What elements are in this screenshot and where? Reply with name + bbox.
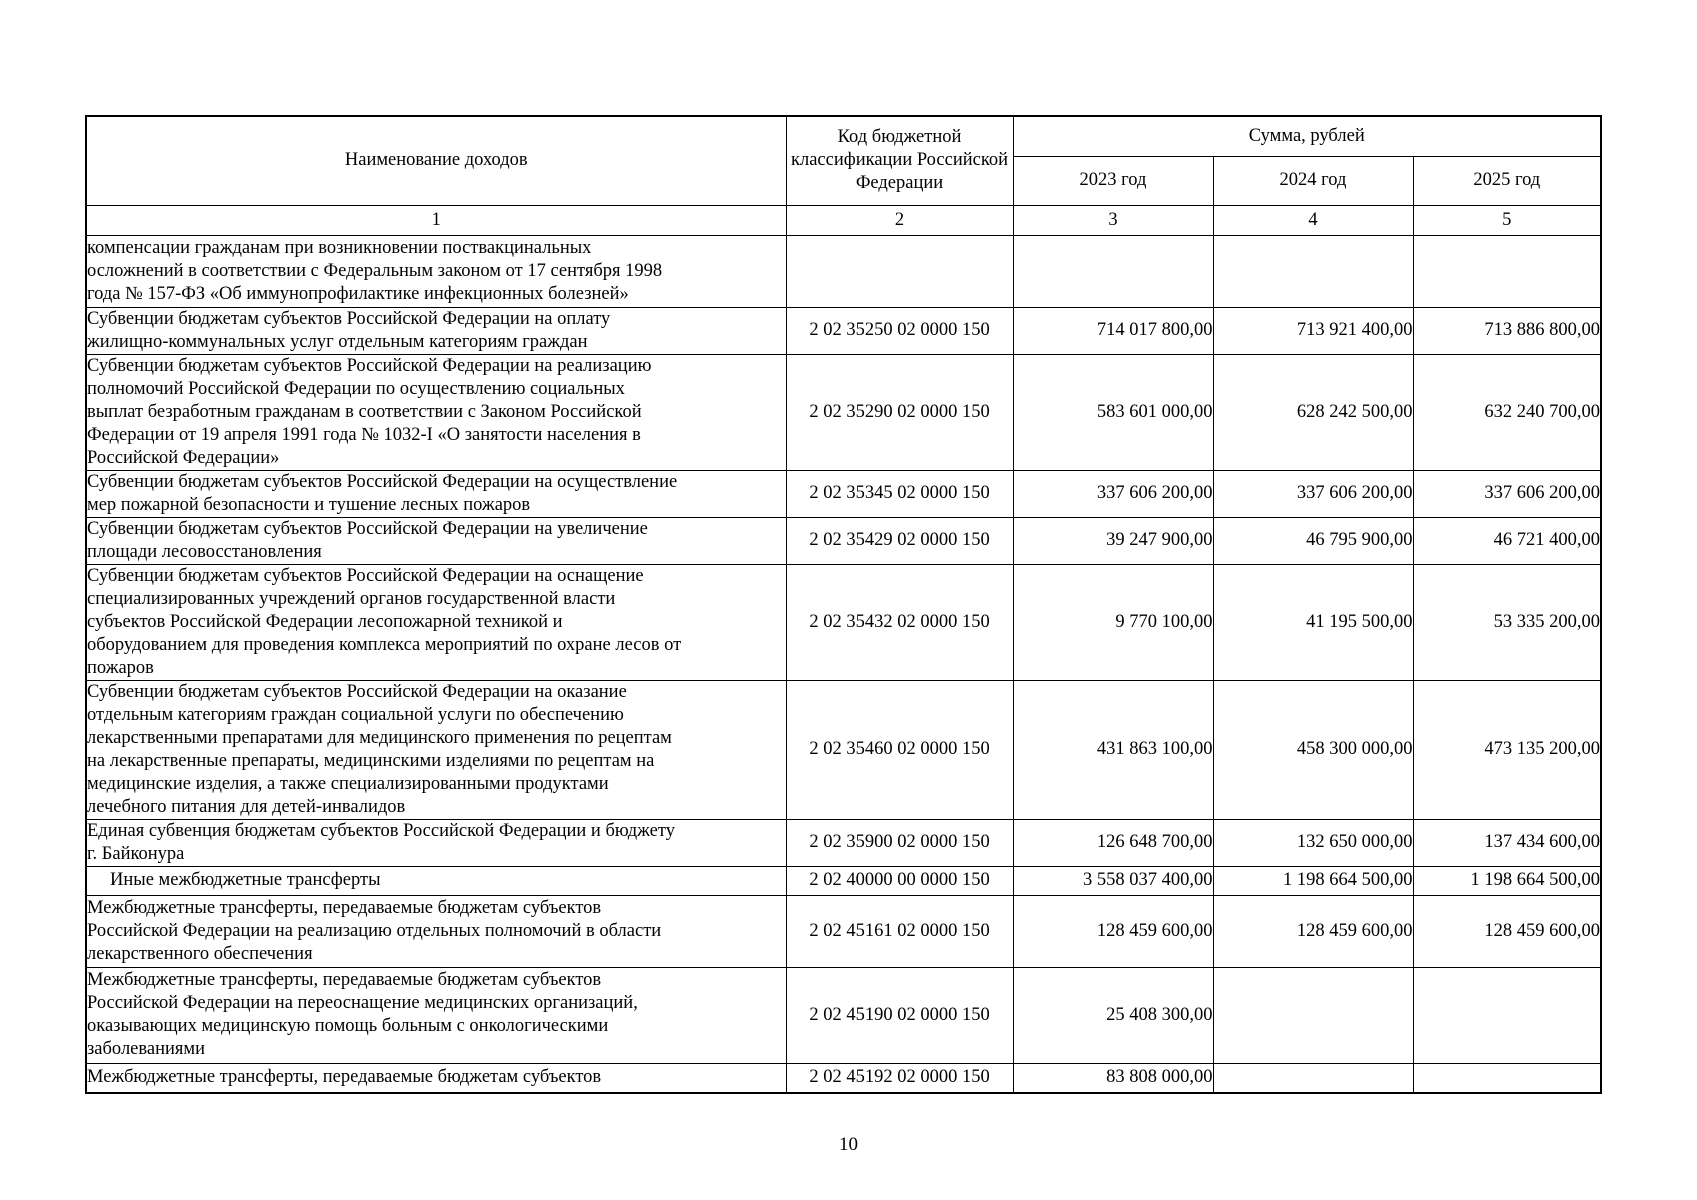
budget-code-cell: 2 02 35429 02 0000 150 [786,517,1013,564]
amount-2025-cell [1413,1063,1601,1093]
amount-2023-cell [1013,235,1213,307]
amount-2024-cell: 713 921 400,00 [1213,307,1413,354]
income-name-cell: Субвенции бюджетам субъектов Российской Федерации на оплату жилищно-коммунальных услуг отдельным категориям граждан [86,307,786,354]
amount-2024-cell: 458 300 000,00 [1213,680,1413,819]
amount-2024-cell [1213,235,1413,307]
amount-2024-cell: 1 198 664 500,00 [1213,866,1413,895]
table-row [86,680,1601,819]
amount-2024-cell: 41 195 500,00 [1213,564,1413,680]
column-number: 3 [1013,205,1213,235]
header-sum-rubles: Сумма, рублей [1013,116,1601,156]
budget-code-cell: 2 02 35250 02 0000 150 [786,307,1013,354]
table-row [86,307,1601,354]
column-number: 2 [786,205,1013,235]
amount-2023-cell: 83 808 000,00 [1013,1063,1213,1093]
table-row [86,354,1601,470]
income-name-cell: Межбюджетные трансферты, передаваемые бюджетам субъектов [86,1063,786,1093]
amount-2023-cell: 9 770 100,00 [1013,564,1213,680]
income-name-cell: Межбюджетные трансферты, передаваемые бюджетам субъектов Российской Федерации на переоснащение медицинских организаций, оказывающих медицинскую помощь больным с онкологическими заболеваниями [86,967,786,1063]
amount-2025-cell: 473 135 200,00 [1413,680,1601,819]
amount-2023-cell: 583 601 000,00 [1013,354,1213,470]
amount-2023-cell: 3 558 037 400,00 [1013,866,1213,895]
budget-code-cell: 2 02 35290 02 0000 150 [786,354,1013,470]
table-row [86,517,1601,564]
amount-2025-cell: 337 606 200,00 [1413,470,1601,517]
budget-code-cell: 2 02 35900 02 0000 150 [786,819,1013,866]
revenue-table [85,115,1602,1094]
page-number: 10 [839,1134,858,1155]
table-row [86,564,1601,680]
amount-2025-cell: 137 434 600,00 [1413,819,1601,866]
amount-2023-cell: 337 606 200,00 [1013,470,1213,517]
amount-2024-cell: 132 650 000,00 [1213,819,1413,866]
column-number: 1 [86,205,786,235]
budget-code-cell: 2 02 35432 02 0000 150 [786,564,1013,680]
table-row [86,967,1601,1063]
header-year-2023: 2023 год [1013,156,1213,205]
amount-2023-cell: 39 247 900,00 [1013,517,1213,564]
budget-code-cell: 2 02 35460 02 0000 150 [786,680,1013,819]
budget-code-cell: 2 02 40000 00 0000 150 [786,866,1013,895]
table-row [86,470,1601,517]
table-row [86,895,1601,967]
header-year-2025: 2025 год [1413,156,1601,205]
header-income-name: Наименование доходов [86,116,786,205]
budget-code-cell: 2 02 35345 02 0000 150 [786,470,1013,517]
income-name-cell: Субвенции бюджетам субъектов Российской Федерации на увеличение площади лесовосстановления [86,517,786,564]
table-row [86,1063,1601,1093]
amount-2024-cell: 337 606 200,00 [1213,470,1413,517]
table-row [86,866,1601,895]
header-budget-code: Код бюджетной классификации Российской Федерации [786,116,1013,205]
amount-2025-cell: 46 721 400,00 [1413,517,1601,564]
income-name-cell: Субвенции бюджетам субъектов Российской Федерации на оснащение специализированных учреждений органов государственной власти субъектов Российской Федерации лесопожарной техникой и оборудованием для проведения комплекса мероприятий по охране лесов от пожаров [86,564,786,680]
table-row [86,819,1601,866]
amount-2025-cell: 128 459 600,00 [1413,895,1601,967]
column-number: 5 [1413,205,1601,235]
amount-2023-cell: 714 017 800,00 [1013,307,1213,354]
table-body [86,235,1601,1093]
income-name-cell: Субвенции бюджетам субъектов Российской Федерации на осуществление мер пожарной безопасности и тушение лесных пожаров [86,470,786,517]
header-year-2024: 2024 год [1213,156,1413,205]
amount-2025-cell [1413,967,1601,1063]
budget-code-cell: 2 02 45161 02 0000 150 [786,895,1013,967]
income-name-cell: Иные межбюджетные трансферты [86,866,786,895]
amount-2023-cell: 25 408 300,00 [1013,967,1213,1063]
column-number-row [86,205,1601,235]
income-name-cell: Единая субвенция бюджетам субъектов Российской Федерации и бюджету г. Байконура [86,819,786,866]
amount-2025-cell [1413,235,1601,307]
column-number: 4 [1213,205,1413,235]
table-row [86,235,1601,307]
income-name-cell: компенсации гражданам при возникновении поствакцинальных осложнений в соответствии с Федеральным законом от 17 сентября 1998 года № 157-ФЗ «Об иммунопрофилактике инфекционных болезней» [86,235,786,307]
amount-2024-cell: 628 242 500,00 [1213,354,1413,470]
amount-2025-cell: 632 240 700,00 [1413,354,1601,470]
amount-2024-cell [1213,1063,1413,1093]
budget-code-cell: 2 02 45190 02 0000 150 [786,967,1013,1063]
amount-2025-cell: 53 335 200,00 [1413,564,1601,680]
amount-2024-cell [1213,967,1413,1063]
income-name-cell: Субвенции бюджетам субъектов Российской Федерации на оказание отдельным категориям граждан социальной услуги по обеспечению лекарственными препаратами для медицинского применения по рецептам на лекарственные препараты, медицинскими изделиями по рецептам на медицинские изделия, а также специализированными продуктами лечебного питания для детей-инвалидов [86,680,786,819]
budget-code-cell [786,235,1013,307]
amount-2024-cell: 128 459 600,00 [1213,895,1413,967]
amount-2024-cell: 46 795 900,00 [1213,517,1413,564]
income-name-cell: Субвенции бюджетам субъектов Российской Федерации на реализацию полномочий Российской Федерации по осуществлению социальных выплат безработным гражданам в соответствии с Законом Российской Федерации от 19 апреля 1991 года № 1032-I «О занятости населения в Российской Федерации» [86,354,786,470]
amount-2025-cell: 1 198 664 500,00 [1413,866,1601,895]
amount-2023-cell: 128 459 600,00 [1013,895,1213,967]
amount-2025-cell: 713 886 800,00 [1413,307,1601,354]
budget-code-cell: 2 02 45192 02 0000 150 [786,1063,1013,1093]
amount-2023-cell: 126 648 700,00 [1013,819,1213,866]
amount-2023-cell: 431 863 100,00 [1013,680,1213,819]
income-name-cell: Межбюджетные трансферты, передаваемые бюджетам субъектов Российской Федерации на реализацию отдельных полномочий в области лекарственного обеспечения [86,895,786,967]
